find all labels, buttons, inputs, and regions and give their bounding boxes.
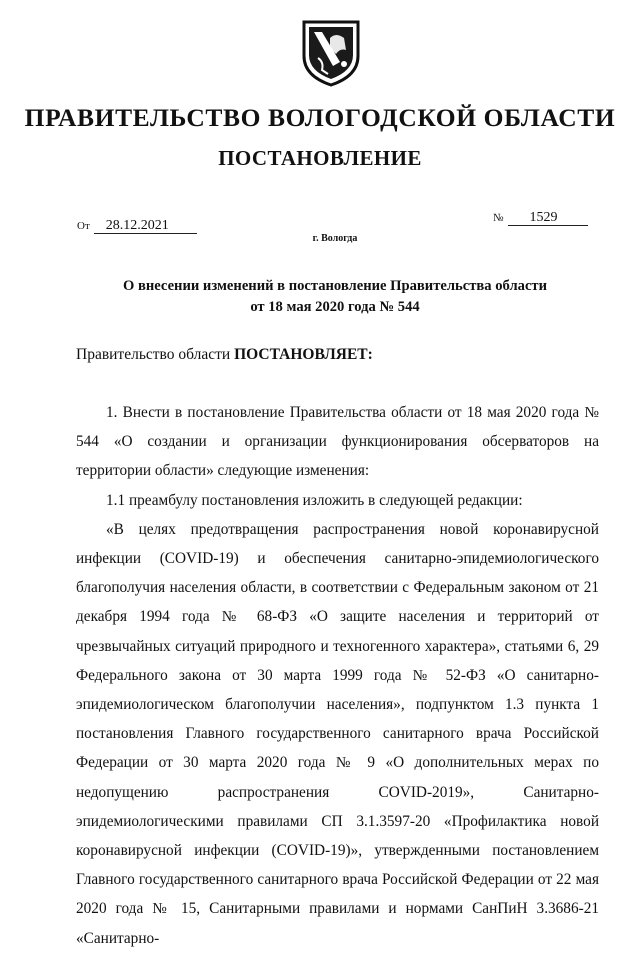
number-field: [493, 210, 588, 226]
government-title: ПРАВИТЕЛЬСТВО ВОЛОГОДСКОЙ ОБЛАСТИ: [24, 103, 616, 132]
subject-line-1: О внесении изменений в постановление Правительства области: [122, 278, 548, 294]
date-value: 28.12.2021: [94, 218, 197, 234]
document-type: ПОСТАНОВЛЕНИЕ: [218, 146, 422, 170]
date-field: [77, 218, 197, 234]
preamble-text: Правительство области: [76, 346, 231, 363]
preamble-emphasis: ПОСТАНОВЛЯЕТ:: [234, 346, 373, 363]
paragraph-3: «В целях предотвращения распространения новой коронавирусной инфекции (COVID-19) и обеспечения санитарно-эпидемиологического благополучия населения области, в соответствии с Федеральным законом от 21 декабря 1994 года № 68-ФЗ «О защите населения и территорий от чрезвычайных ситуаций природного и техногенного характера», статьями 6, 29 Федерального закона от 30 марта 1999 года № 52-ФЗ «О санитарно-эпидемиологическом благополучии населения», подпунктом 1.3 пункта 1 постановления Главного государственного санитарного врача Российской Федерации от 30 марта 2020 года № 9 «О дополнительных мерах по недопущению распространения COVID-2019», Санитарно-эпидемиологическими правилами СП 3.1.3597-20 «Профилактика новой коронавирусной инфекции (COVID-19)», утвержденными постановлением Главного государственного санитарного врача Российской Федерации от 22 мая 2020 года № 15, Санитарными правилами и нормами СанПиН 3.3686-21 «Санитарно-: [76, 520, 599, 947]
number-label: №: [493, 212, 504, 224]
document-body: [76, 398, 599, 953]
paragraph-1: 1. Внести в постановление Правительства области от 18 мая 2020 года № 544 «О создании и организации функционирования обсерваторов на территории области» следующие изменения:: [76, 404, 599, 480]
date-label: От: [77, 220, 90, 232]
number-value: 1529: [508, 210, 588, 226]
subject-line-2: от 18 мая 2020 года № 544: [250, 299, 420, 315]
document-subject: [90, 276, 580, 318]
preamble: [76, 346, 373, 364]
paragraph-2: 1.1 преамбулу постановления изложить в следующей редакции:: [106, 491, 523, 509]
city: г. Вологда: [312, 233, 358, 244]
coat-of-arms-icon: [300, 18, 362, 88]
